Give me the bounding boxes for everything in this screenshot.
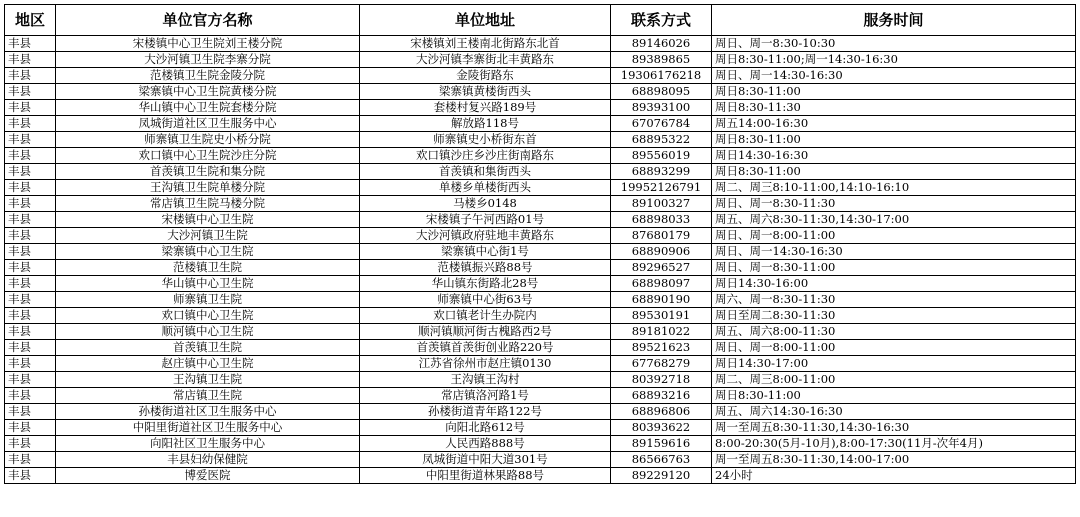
cell-address: 首羡镇首羡街创业路220号 — [360, 340, 611, 356]
cell-service-hours: 周日、周一8:00-11:00 — [712, 340, 1076, 356]
cell-official-name: 常店镇卫生院 — [56, 388, 360, 404]
header-region: 地区 — [5, 5, 56, 36]
table-row — [5, 52, 1076, 68]
cell-contact: 68890190 — [611, 292, 712, 308]
cell-region: 丰县 — [5, 52, 56, 68]
table-row — [5, 404, 1076, 420]
cell-contact: 68893299 — [611, 164, 712, 180]
cell-contact: 89296527 — [611, 260, 712, 276]
cell-contact: 86566763 — [611, 452, 712, 468]
cell-official-name: 孙楼街道社区卫生服务中心 — [56, 404, 360, 420]
cell-address: 华山镇东街路北28号 — [360, 276, 611, 292]
cell-official-name: 博爱医院 — [56, 468, 360, 484]
cell-address: 常店镇洛河路1号 — [360, 388, 611, 404]
cell-region: 丰县 — [5, 420, 56, 436]
cell-contact: 68898033 — [611, 212, 712, 228]
table-row — [5, 212, 1076, 228]
cell-address: 师寨镇中心街63号 — [360, 292, 611, 308]
cell-official-name: 向阳社区卫生服务中心 — [56, 436, 360, 452]
cell-official-name: 梁寨镇中心卫生院黄楼分院 — [56, 84, 360, 100]
table-row — [5, 324, 1076, 340]
cell-service-hours: 周日、周一8:30-10:30 — [712, 36, 1076, 52]
cell-official-name: 师寨镇卫生院 — [56, 292, 360, 308]
table-row — [5, 276, 1076, 292]
cell-service-hours: 周五、周六8:00-11:30 — [712, 324, 1076, 340]
cell-official-name: 师寨镇卫生院史小桥分院 — [56, 132, 360, 148]
cell-region: 丰县 — [5, 340, 56, 356]
cell-region: 丰县 — [5, 212, 56, 228]
cell-contact: 68890906 — [611, 244, 712, 260]
table-row — [5, 244, 1076, 260]
cell-address: 首羡镇和集街西头 — [360, 164, 611, 180]
table-row — [5, 100, 1076, 116]
cell-region: 丰县 — [5, 100, 56, 116]
cell-service-hours: 周日14:30-16:30 — [712, 148, 1076, 164]
cell-service-hours: 周日8:30-11:30 — [712, 100, 1076, 116]
cell-contact: 89530191 — [611, 308, 712, 324]
cell-region: 丰县 — [5, 36, 56, 52]
cell-region: 丰县 — [5, 244, 56, 260]
cell-contact: 87680179 — [611, 228, 712, 244]
cell-official-name: 丰县妇幼保健院 — [56, 452, 360, 468]
cell-official-name: 顺河镇中心卫生院 — [56, 324, 360, 340]
cell-region: 丰县 — [5, 452, 56, 468]
cell-contact: 89521623 — [611, 340, 712, 356]
cell-contact: 89229120 — [611, 468, 712, 484]
cell-official-name: 常店镇卫生院马楼分院 — [56, 196, 360, 212]
cell-address: 欢口镇沙庄乡沙庄街南路东 — [360, 148, 611, 164]
cell-contact: 89556019 — [611, 148, 712, 164]
table-row — [5, 148, 1076, 164]
cell-address: 向阳北路612号 — [360, 420, 611, 436]
cell-contact: 89159616 — [611, 436, 712, 452]
table-row — [5, 132, 1076, 148]
cell-address: 大沙河镇李寨街北丰黄路东 — [360, 52, 611, 68]
cell-region: 丰县 — [5, 372, 56, 388]
cell-region: 丰县 — [5, 260, 56, 276]
cell-service-hours: 周日、周一8:30-11:00 — [712, 260, 1076, 276]
cell-service-hours: 周日至周二8:30-11:30 — [712, 308, 1076, 324]
cell-address: 套楼村复兴路189号 — [360, 100, 611, 116]
cell-address: 孙楼街道青年路122号 — [360, 404, 611, 420]
cell-region: 丰县 — [5, 228, 56, 244]
cell-region: 丰县 — [5, 196, 56, 212]
cell-contact: 67768279 — [611, 356, 712, 372]
cell-service-hours: 周日、周一14:30-16:30 — [712, 244, 1076, 260]
cell-region: 丰县 — [5, 308, 56, 324]
header-official-name: 单位官方名称 — [56, 5, 360, 36]
cell-address: 范楼镇振兴路88号 — [360, 260, 611, 276]
cell-official-name: 华山镇中心卫生院 — [56, 276, 360, 292]
cell-official-name: 欢口镇中心卫生院沙庄分院 — [56, 148, 360, 164]
cell-region: 丰县 — [5, 468, 56, 484]
cell-service-hours: 周日、周一14:30-16:30 — [712, 68, 1076, 84]
cell-region: 丰县 — [5, 356, 56, 372]
table-row — [5, 388, 1076, 404]
cell-address: 梁寨镇中心街1号 — [360, 244, 611, 260]
cell-official-name: 首羡镇卫生院和集分院 — [56, 164, 360, 180]
cell-service-hours: 周日、周一8:00-11:00 — [712, 228, 1076, 244]
header-service-hours: 服务时间 — [712, 5, 1076, 36]
cell-address: 人民西路888号 — [360, 436, 611, 452]
cell-official-name: 梁寨镇中心卫生院 — [56, 244, 360, 260]
cell-address: 王沟镇王沟村 — [360, 372, 611, 388]
cell-address: 宋楼镇子午河西路01号 — [360, 212, 611, 228]
cell-region: 丰县 — [5, 436, 56, 452]
cell-service-hours: 周五14:00-16:30 — [712, 116, 1076, 132]
table-row — [5, 228, 1076, 244]
cell-address: 师寨镇史小桥街东首 — [360, 132, 611, 148]
cell-official-name: 赵庄镇中心卫生院 — [56, 356, 360, 372]
cell-address: 梁寨镇黄楼街西头 — [360, 84, 611, 100]
table-row — [5, 468, 1076, 484]
cell-service-hours: 周日、周一8:30-11:30 — [712, 196, 1076, 212]
cell-region: 丰县 — [5, 132, 56, 148]
cell-official-name: 王沟镇卫生院单楼分院 — [56, 180, 360, 196]
table-row — [5, 36, 1076, 52]
cell-contact: 67076784 — [611, 116, 712, 132]
table-row — [5, 84, 1076, 100]
header-contact: 联系方式 — [611, 5, 712, 36]
cell-contact: 89393100 — [611, 100, 712, 116]
cell-region: 丰县 — [5, 292, 56, 308]
cell-contact: 89100327 — [611, 196, 712, 212]
cell-service-hours: 周日8:30-11:00 — [712, 84, 1076, 100]
cell-service-hours: 8:00-20:30(5月-10月),8:00-17:30(11月-次年4月) — [712, 436, 1076, 452]
cell-contact: 89146026 — [611, 36, 712, 52]
cell-official-name: 华山镇中心卫生院套楼分院 — [56, 100, 360, 116]
cell-region: 丰县 — [5, 148, 56, 164]
cell-region: 丰县 — [5, 404, 56, 420]
table-row — [5, 180, 1076, 196]
cell-service-hours: 周日8:30-11:00;周一14:30-16:30 — [712, 52, 1076, 68]
table-row — [5, 340, 1076, 356]
cell-contact: 89181022 — [611, 324, 712, 340]
cell-service-hours: 周日8:30-11:00 — [712, 388, 1076, 404]
cell-address: 马楼乡0148 — [360, 196, 611, 212]
cell-contact: 68895322 — [611, 132, 712, 148]
table-row — [5, 164, 1076, 180]
table-row — [5, 196, 1076, 212]
cell-official-name: 凤城街道社区卫生服务中心 — [56, 116, 360, 132]
cell-contact: 68898097 — [611, 276, 712, 292]
cell-address: 顺河镇顺河街古槐路西2号 — [360, 324, 611, 340]
cell-service-hours: 周五、周六8:30-11:30,14:30-17:00 — [712, 212, 1076, 228]
header-row — [5, 5, 1076, 36]
cell-service-hours: 周日8:30-11:00 — [712, 132, 1076, 148]
cell-official-name: 范楼镇卫生院金陵分院 — [56, 68, 360, 84]
cell-contact: 68896806 — [611, 404, 712, 420]
header-address: 单位地址 — [360, 5, 611, 36]
cell-address: 凤城街道中阳大道301号 — [360, 452, 611, 468]
cell-region: 丰县 — [5, 324, 56, 340]
cell-address: 金陵街路东 — [360, 68, 611, 84]
table-row — [5, 420, 1076, 436]
cell-contact: 80392718 — [611, 372, 712, 388]
cell-service-hours: 周日14:30-16:00 — [712, 276, 1076, 292]
cell-service-hours: 周六、周一8:30-11:30 — [712, 292, 1076, 308]
cell-region: 丰县 — [5, 84, 56, 100]
cell-contact: 68898095 — [611, 84, 712, 100]
cell-region: 丰县 — [5, 388, 56, 404]
cell-service-hours: 周五、周六14:30-16:30 — [712, 404, 1076, 420]
cell-contact: 19306176218 — [611, 68, 712, 84]
cell-service-hours: 24小时 — [712, 468, 1076, 484]
cell-region: 丰县 — [5, 164, 56, 180]
cell-address: 江苏省徐州市赵庄镇0130 — [360, 356, 611, 372]
cell-official-name: 首羡镇卫生院 — [56, 340, 360, 356]
table-row — [5, 308, 1076, 324]
cell-contact: 68893216 — [611, 388, 712, 404]
table-row — [5, 452, 1076, 468]
cell-service-hours: 周二、周三8:00-11:00 — [712, 372, 1076, 388]
table-row — [5, 356, 1076, 372]
cell-address: 单楼乡单楼街西头 — [360, 180, 611, 196]
table-row — [5, 260, 1076, 276]
cell-official-name: 王沟镇卫生院 — [56, 372, 360, 388]
cell-official-name: 中阳里街道社区卫生服务中心 — [56, 420, 360, 436]
cell-service-hours: 周日8:30-11:00 — [712, 164, 1076, 180]
cell-region: 丰县 — [5, 276, 56, 292]
cell-contact: 80393622 — [611, 420, 712, 436]
cell-address: 宋楼镇刘王楼南北街路东北首 — [360, 36, 611, 52]
cell-official-name: 范楼镇卫生院 — [56, 260, 360, 276]
cell-region: 丰县 — [5, 116, 56, 132]
health-services-table — [4, 4, 1076, 484]
cell-address: 欢口镇老计生办院内 — [360, 308, 611, 324]
cell-region: 丰县 — [5, 180, 56, 196]
cell-service-hours: 周日14:30-17:00 — [712, 356, 1076, 372]
table-row — [5, 116, 1076, 132]
cell-region: 丰县 — [5, 68, 56, 84]
cell-official-name: 宋楼镇中心卫生院刘王楼分院 — [56, 36, 360, 52]
cell-address: 解放路118号 — [360, 116, 611, 132]
cell-contact: 89389865 — [611, 52, 712, 68]
table-row — [5, 292, 1076, 308]
table-row — [5, 436, 1076, 452]
cell-service-hours: 周一至周五8:30-11:30,14:30-16:30 — [712, 420, 1076, 436]
cell-official-name: 欢口镇中心卫生院 — [56, 308, 360, 324]
cell-official-name: 宋楼镇中心卫生院 — [56, 212, 360, 228]
cell-address: 中阳里街道林果路88号 — [360, 468, 611, 484]
table-row — [5, 68, 1076, 84]
cell-official-name: 大沙河镇卫生院李寨分院 — [56, 52, 360, 68]
cell-service-hours: 周一至周五8:30-11:30,14:00-17:00 — [712, 452, 1076, 468]
cell-official-name: 大沙河镇卫生院 — [56, 228, 360, 244]
table-row — [5, 372, 1076, 388]
table-body — [5, 36, 1076, 484]
cell-service-hours: 周二、周三8:10-11:00,14:10-16:10 — [712, 180, 1076, 196]
cell-address: 大沙河镇政府驻地丰黄路东 — [360, 228, 611, 244]
cell-contact: 19952126791 — [611, 180, 712, 196]
